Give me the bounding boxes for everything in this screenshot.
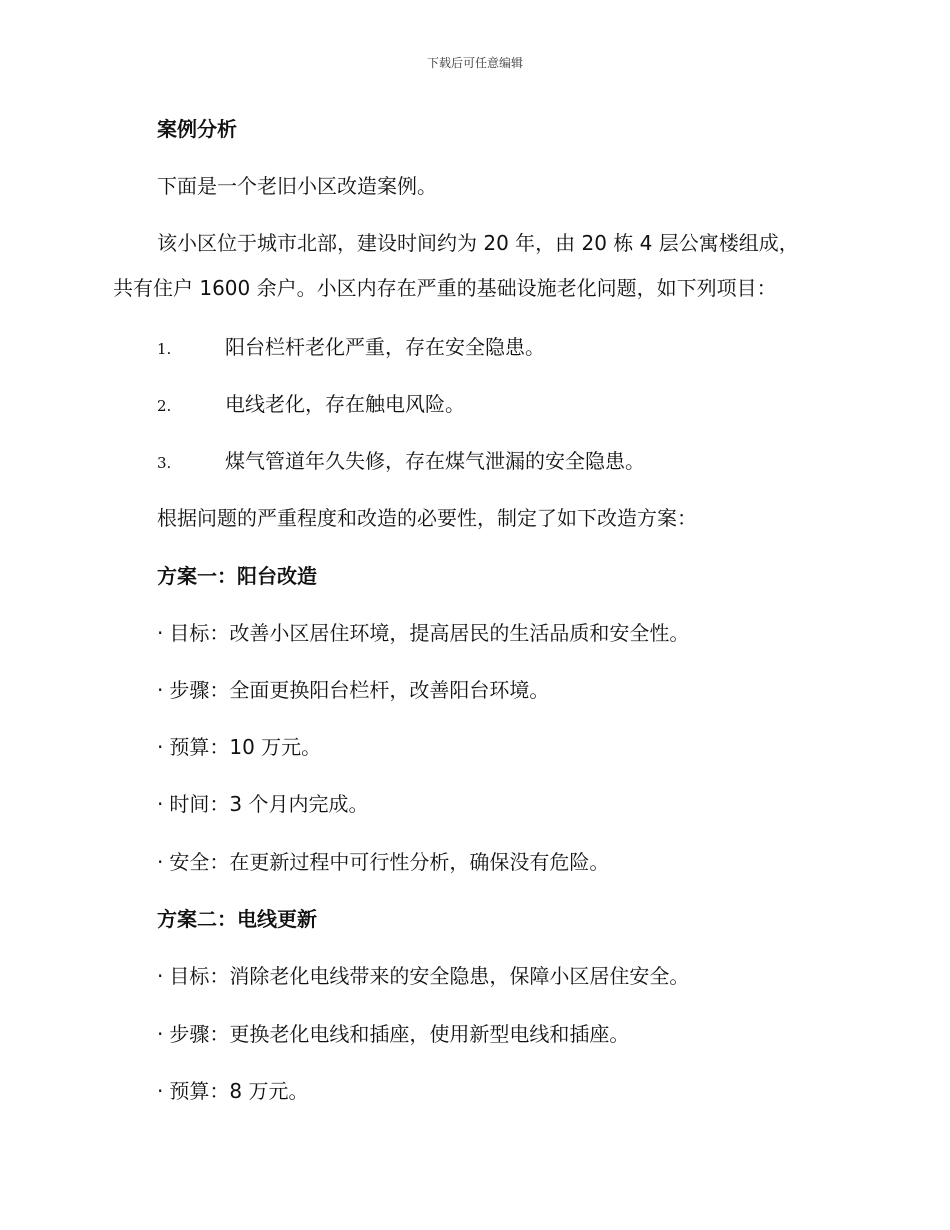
section-title: 案例分析 (157, 117, 237, 141)
bullet-icon: · (157, 735, 164, 759)
bullet-icon: · (157, 1022, 164, 1046)
intro-paragraph: 下面是一个老旧小区改造案例。 (157, 174, 437, 198)
plan2-item (157, 962, 689, 990)
plan1-item-text: 步骤：全面更换阳台栏杆，改善阳台环境。 (169, 678, 550, 702)
issue-number: 3. (157, 454, 172, 472)
issue-text: 阳台栏杆老化严重，存在安全隐患。 (225, 335, 545, 359)
bullet-icon: · (157, 850, 164, 874)
plan2-item (157, 1077, 308, 1105)
plan1-item (157, 733, 321, 761)
bullet-icon: · (157, 678, 164, 702)
plan2-heading: 方案二：电线更新 (157, 907, 317, 931)
plan1-item (157, 676, 549, 704)
plan1-item-text: 安全：在更新过程中可行性分析，确保没有危险。 (169, 850, 610, 874)
plan2-item (157, 1020, 629, 1048)
issue-text: 电线老化，存在触电风险。 (225, 392, 465, 416)
plan-intro: 根据问题的严重程度和改造的必要性，制定了如下改造方案： (157, 506, 697, 530)
bullet-icon: · (157, 964, 164, 988)
header-note: 下载后可任意编辑 (426, 56, 523, 70)
plan1-heading: 方案一：阳台改造 (157, 564, 317, 588)
plan1-item-text: 目标：改善小区居住环境，提高居民的生活品质和安全性。 (169, 621, 690, 645)
bullet-icon: · (157, 621, 164, 645)
plan2-item-text: 目标：消除老化电线带来的安全隐患，保障小区居住安全。 (169, 964, 690, 988)
issue-item (157, 447, 645, 477)
description-line-1: 该小区位于城市北部，建设时间约为 20 年，由 20 栋 4 层公寓楼组成， (157, 231, 799, 255)
issue-number: 1. (157, 340, 172, 358)
plan2-item-text: 预算：8 万元。 (169, 1079, 309, 1103)
bullet-icon: · (157, 1079, 164, 1103)
issue-text: 煤气管道年久失修，存在煤气泄漏的安全隐患。 (225, 449, 645, 473)
issue-item (157, 333, 545, 363)
plan2-item-text: 步骤：更换老化电线和插座，使用新型电线和插座。 (169, 1022, 630, 1046)
plan1-item-text: 预算：10 万元。 (169, 735, 322, 759)
plan1-item (157, 790, 368, 818)
issue-item (157, 390, 465, 420)
plan1-item-text: 时间：3 个月内完成。 (169, 792, 369, 816)
plan1-item (157, 619, 689, 647)
bullet-icon: · (157, 792, 164, 816)
description-line-2: 共有住户 1600 余户。小区内存在严重的基础设施老化问题，如下列项目： (113, 276, 777, 300)
issue-number: 2. (157, 397, 172, 415)
plan1-item (157, 848, 609, 876)
